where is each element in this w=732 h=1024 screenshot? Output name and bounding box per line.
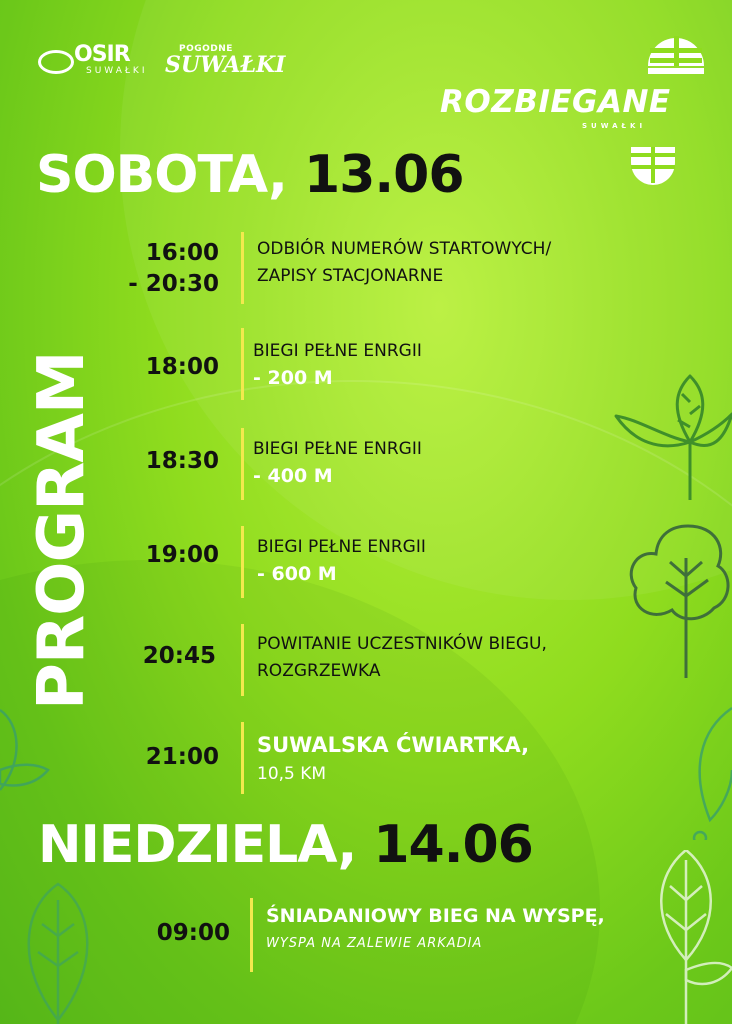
schedule-time: 09:00 xyxy=(156,920,230,946)
desc-line-1: SUWALSKA ĆWIARTKA, xyxy=(257,733,530,757)
leaf-oval-left-icon xyxy=(10,880,106,1024)
osir-logo-sub: SUWAŁKI xyxy=(86,66,148,76)
pogodne-suwalki-logo xyxy=(165,44,285,78)
desc-line-1: ODBIÓR NUMERÓW STARTOWYCH/ xyxy=(257,239,552,259)
rozbiegane-logo-name: ROZBIEGANE xyxy=(440,84,671,120)
leaf-trefoil-icon xyxy=(612,372,732,500)
schedule-time: 18:30 xyxy=(145,448,219,474)
desc-line-2: - 400 M xyxy=(253,465,333,487)
desc-line-1: POWITANIE UCZESTNIKÓW BIEGU, xyxy=(257,634,547,654)
saturday-weekday: SOBOTA, xyxy=(36,145,287,205)
schedule-description xyxy=(257,631,547,685)
yellow-divider xyxy=(241,722,244,794)
desc-line-2: ZAPISY STACJONARNE xyxy=(257,266,444,286)
desc-line-2: WYSPA NA ZALEWIE ARKADIA xyxy=(266,936,483,951)
leaf-outline-right-icon xyxy=(640,700,732,840)
osir-logo-name: OSIR xyxy=(74,42,130,67)
desc-line-2: 10,5 KM xyxy=(257,764,327,784)
schedule-description xyxy=(253,436,422,491)
desc-line-2: - 600 M xyxy=(257,563,337,585)
sunday-heading xyxy=(38,815,533,875)
schedule-description xyxy=(257,236,551,290)
yellow-divider xyxy=(250,898,253,972)
sunday-date: 14.06 xyxy=(373,815,533,875)
rozbiegane-emblem-top-icon xyxy=(644,26,708,78)
schedule-description xyxy=(257,732,529,788)
desc-line-1: ŚNIADANIOWY BIEG NA WYSPĘ, xyxy=(266,905,605,927)
yellow-divider xyxy=(241,624,244,696)
pogodne-logo-top: POGODNE xyxy=(179,44,233,54)
desc-line-1: BIEGI PEŁNE ENRGII xyxy=(253,439,422,459)
desc-line-1: BIEGI PEŁNE ENRGII xyxy=(253,341,422,361)
schedule-time: 18:00 xyxy=(145,354,219,380)
yellow-divider xyxy=(241,328,244,400)
time-end: - 20:30 xyxy=(128,271,219,297)
time-start: 16:00 xyxy=(145,240,219,266)
schedule-time: 20:45 xyxy=(142,643,216,669)
schedule-description xyxy=(257,534,426,589)
pogodne-logo-bottom: SUWAŁKI xyxy=(165,52,286,78)
desc-line-2: ROZGRZEWKA xyxy=(257,661,381,681)
schedule-time: 21:00 xyxy=(145,744,219,770)
saturday-heading xyxy=(36,145,464,205)
leaf-tree-icon xyxy=(628,518,732,678)
desc-line-2: - 200 M xyxy=(253,367,333,389)
yellow-divider xyxy=(241,526,244,598)
saturday-date: 13.06 xyxy=(304,145,464,205)
rozbiegane-emblem-bottom-icon xyxy=(628,139,678,189)
rozbiegane-logo-sub: SUWAŁKI xyxy=(582,122,647,130)
yellow-divider xyxy=(241,232,244,304)
sunday-weekday: NIEDZIELA, xyxy=(38,815,357,875)
schedule-description xyxy=(266,904,605,956)
schedule-time xyxy=(128,238,219,300)
schedule-description xyxy=(253,338,422,393)
yellow-divider xyxy=(241,428,244,500)
leaf-fern-right-icon xyxy=(640,850,732,1024)
osir-ball-icon xyxy=(38,50,74,74)
desc-line-1: BIEGI PEŁNE ENRGII xyxy=(257,537,426,557)
schedule-time: 19:00 xyxy=(145,542,219,568)
leaf-outline-left-icon xyxy=(0,700,56,810)
program-vertical-label: PROGRAM xyxy=(25,351,99,710)
